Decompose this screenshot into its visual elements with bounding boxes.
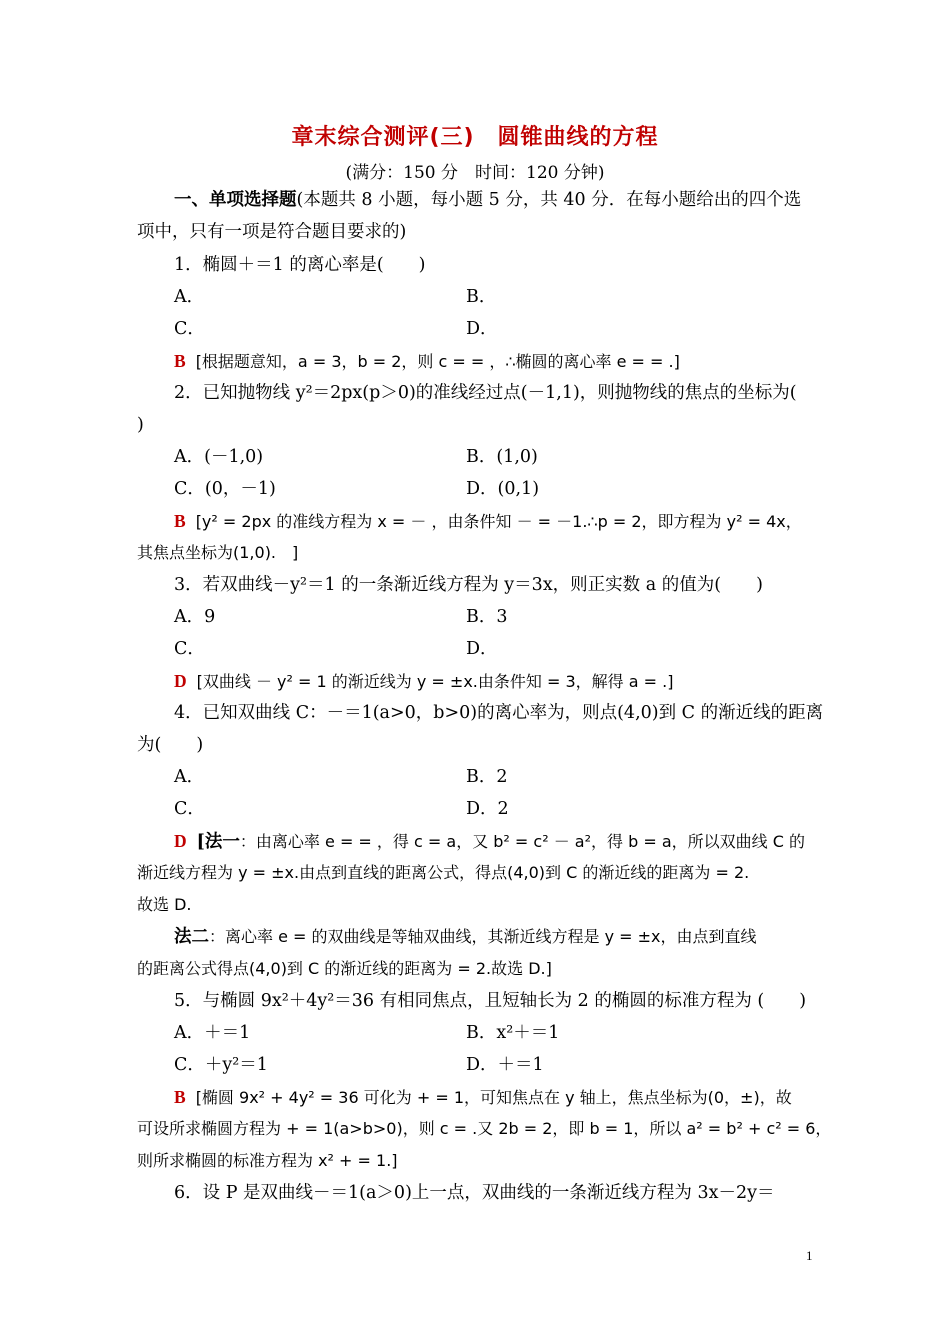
q5-option-a: A．＋＝1 (174, 1023, 251, 1043)
section-heading: 一、单项选择题 (174, 190, 297, 210)
question-6-stem: 6．设 P 是双曲线－＝1(a＞0)上一点，双曲线的一条渐近线方程为 3x－2y＝ (174, 1183, 775, 1203)
q4-method-1-label: [法一 (196, 832, 240, 852)
q4-solution-line3: 故选 D. (137, 895, 192, 914)
q2-option-a: A．(－1,0) (174, 447, 264, 467)
question-2-stem: 2．已知抛物线 y²＝2px(p＞0)的准线经过点(－1,1)，则抛物线的焦点的坐标为( (174, 383, 797, 403)
q2-solution (174, 509, 854, 534)
q4-method-2-label: 法二 (174, 927, 209, 947)
q2-answer: B (174, 511, 186, 531)
q2-solution-line2: 其焦点坐标为(1,0). ] (137, 543, 299, 562)
q4-option-a: A． (174, 767, 205, 787)
q4-solution-line5: 的距离公式得点(4,0)到 C 的渐近线的距离为 = 2.故选 D.] (137, 959, 552, 978)
q5-solution-line2: 可设所求椭圆方程为 + = 1(a>b>0)，则 c = .又 2b = 2，即 b = 1，所以 a² = b² + c² = 6， (137, 1119, 832, 1138)
q4-option-c: C． (174, 799, 205, 819)
q4-solution-text: ：由离心率 e = = ，得 c = a，又 b² = c² － a²，得 b = a，所以双曲线 C 的 (239, 832, 805, 851)
section-desc: (本题共 8 小题，每小题 5 分，共 40 分．在每小题给出的四个选 (296, 190, 802, 210)
question-3-stem: 3．若双曲线－y²＝1 的一条渐近线方程为 y＝3x，则正实数 a 的值为( ) (174, 575, 763, 595)
q3-option-b: B．3 (466, 607, 508, 627)
q5-option-b: B．x²＋＝1 (466, 1023, 560, 1043)
q3-solution (174, 669, 854, 694)
q3-answer: D (174, 671, 187, 691)
q4-option-d: D．2 (466, 799, 509, 819)
q1-solution-text: [根据题意知，a = 3，b = 2，则 c = = ，∴椭圆的离心率 e = = .] (195, 352, 680, 371)
q1-answer: B (174, 351, 186, 371)
q5-answer: B (174, 1087, 186, 1107)
q5-solution-text: [椭圆 9x² + 4y² = 36 可化为 + = 1，可知焦点在 y 轴上，焦点坐标为(0，±)，故 (195, 1088, 792, 1107)
page-title: 章末综合测评(三) 圆锥曲线的方程 (291, 125, 659, 150)
q3-option-a: A．9 (174, 607, 216, 627)
q4-answer: D (174, 831, 187, 851)
q4-method-2-text: ：离心率 e = 的双曲线是等轴双曲线，其渐近线方程是 y = ±x，由点到直线 (209, 927, 757, 946)
q5-option-d: D．＋＝1 (466, 1055, 544, 1075)
q2-option-c: C．(0，－1) (174, 479, 276, 499)
q4-method-2 (174, 925, 854, 949)
q1-option-c: C． (174, 319, 205, 339)
q5-solution (174, 1085, 854, 1110)
question-2-stem-line2: ) (137, 415, 144, 435)
page-number: 1 (806, 1248, 813, 1263)
q3-option-c: C． (174, 639, 205, 659)
q3-option-d: D． (466, 639, 498, 659)
q4-solution (174, 829, 854, 854)
q1-option-d: D． (466, 319, 498, 339)
q2-solution-text: [y² = 2px 的准线方程为 x = － ，由条件知 － = －1.∴p = 2，即方程为 y² = 4x， (195, 512, 802, 531)
q1-option-b: B． (466, 287, 497, 307)
q2-option-d: D．(0,1) (466, 479, 540, 499)
q2-option-b: B．(1,0) (466, 447, 538, 467)
page-subtitle: (满分：150 分 时间：120 分钟) (345, 163, 605, 183)
question-4-stem: 4．已知双曲线 C：－＝1(a>0，b>0)的离心率为，则点(4,0)到 C 的渐近线的距离 (174, 703, 824, 723)
q1-solution (174, 349, 854, 374)
question-1-stem: 1．椭圆＋＝1 的离心率是( ) (174, 255, 426, 275)
q4-solution-line2: 渐近线方程为 y = ±x.由点到直线的距离公式，得点(4,0)到 C 的渐近线的距离为 = 2. (137, 863, 750, 882)
q4-option-b: B．2 (466, 767, 508, 787)
question-4-stem-line2: 为( ) (137, 735, 204, 755)
q3-solution-text: [双曲线 － y² = 1 的渐近线为 y = ±x.由条件知 = 3，解得 a = .] (196, 672, 674, 691)
q1-option-a: A． (174, 287, 205, 307)
section-desc-line2: 项中，只有一项是符合题目要求的) (137, 222, 407, 242)
q5-option-c: C．＋y²＝1 (174, 1055, 268, 1075)
question-5-stem: 5．与椭圆 9x²＋4y²＝36 有相同焦点，且短轴长为 2 的椭圆的标准方程为 ( ) (174, 991, 807, 1011)
q5-solution-line3: 则所求椭圆的标准方程为 x² + = 1.] (137, 1151, 398, 1170)
section-intro (174, 188, 854, 212)
